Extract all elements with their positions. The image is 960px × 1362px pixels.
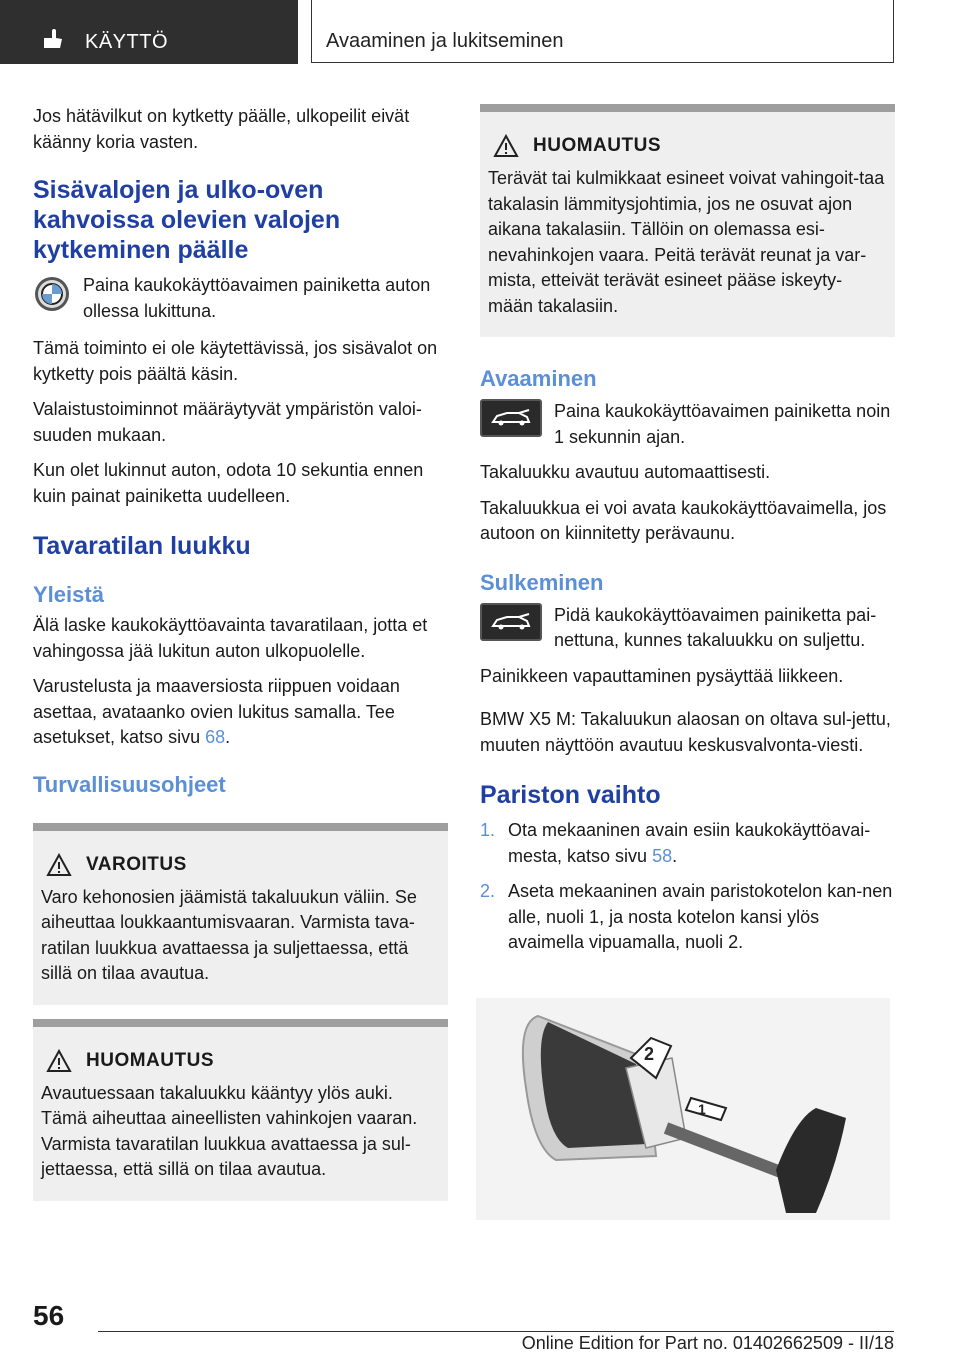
lights-paragraph-3: Kun olet lukinnut auton, odota 10 sekuntia ennen kuin painat painiketta uudelleen. (33, 460, 424, 506)
arrow-label-2: 2 (644, 1044, 655, 1064)
key-battery-figure (476, 998, 890, 1220)
lights-paragraph-1: Tämä toiminto ei ole käytettävissä, jos sisävalot on kytketty pois päältä käsin. (33, 338, 438, 384)
close-paragraph-1: Painikkeen vapauttaminen pysäyttää liikkeen. (480, 665, 844, 686)
open-heading: Avaaminen (480, 366, 597, 391)
general-paragraph-2: Varustelusta ja maaversiosta riippuen voidaan asettaa, avataanko ovien lukitus samalla. Tee asetukset, katso sivu 68. (33, 676, 400, 747)
open-paragraph-1: Takaluukku avautuu automaattisesti. (480, 462, 771, 482)
footer-edition: Online Edition for Part no. 01402662509 - II/18 (521, 1333, 894, 1353)
trunk-heading: Tavaratilan luukku (33, 532, 251, 560)
warning-triangle-icon (493, 134, 519, 158)
hand-pointer-icon (40, 26, 66, 52)
list-item: 2. Aseta mekaaninen avain paristokotelon kan-nen alle, nuoli 1, ja nosta kotelon kansi ylös avaimella vipuamalla, nuoli 2. (480, 881, 893, 952)
lights-paragraph-2: Valaistustoiminnot määräytyvät ympäristön valoi-suuden mukaan. (33, 399, 422, 445)
general-paragraph-1: Älä laske kaukokäyttöavainta tavaratilaan, jotta et vahingossa jää lukitun auton ulkopuolelle. (33, 615, 428, 661)
list-item: 1. Ota mekaaninen avain esiin kaukokäyttöavai-mesta, katso sivu 58. (480, 820, 871, 866)
warning-triangle-icon (46, 853, 72, 877)
footer-divider (98, 1331, 894, 1332)
safety-heading: Turvallisuusohjeet (33, 771, 226, 797)
trunk-button-icon (480, 399, 542, 437)
notice-text: Terävät tai kulmikkaat esineet voivat vahingoit-taa takalasin lämmitysjohtimia, jos ne osuvat ajon aikana takalasiin. Tällöin on olemassa esi-nevahinkojen vaara. Peitä terävät reunat ja var-mista, etteivät terävät esineet pääse iskeyty-mään takalasiin. (488, 168, 885, 316)
lights-instruction: Paina kaukokäyttöavaimen painiketta auton ollessa lukittuna. (33, 273, 448, 324)
warning-title: VAROITUS (86, 853, 187, 875)
intro-paragraph: Jos hätävilkut on kytketty päälle, ulkopeilit eivät käänny koria vasten. (33, 106, 410, 152)
section-tab (0, 0, 298, 64)
notice-text: Avautuessaan takaluukku kääntyy ylös auki. Tämä aiheuttaa aineellisten vahinkojen vaaran. Varmista tavaratilan luukkua avattaessa ja sul-jettaessa, että sillä on tilaa avautua. (41, 1082, 418, 1179)
chapter-header (311, 0, 894, 63)
open-instruction: Paina kaukokäyttöavaimen painiketta noin 1 sekunnin ajan. (480, 399, 895, 450)
general-heading: Yleistä (33, 582, 104, 607)
notice-box-trunk (33, 1019, 448, 1201)
page-link-68[interactable]: 68 (205, 727, 226, 747)
notice-title: HUOMAUTUS (86, 1049, 214, 1071)
close-paragraph-2: BMW X5 M: Takaluukun alaosan on oltava sul-jettu, muuten näyttöön avautuu keskusvalvonta-viesti. (480, 709, 891, 755)
trunk-button-icon (480, 603, 542, 641)
lights-heading: Sisävalojen ja ulko-oven kahvoissa olevien valojen kytkeminen päälle (33, 176, 341, 264)
close-instruction: Pidä kaukokäyttöavaimen painiketta pai-nettuna, kunnes takaluukku on suljettu. (480, 603, 895, 654)
bmw-key-fob-icon (33, 273, 71, 313)
warning-triangle-icon (46, 1049, 72, 1073)
page-link-58[interactable]: 58 (652, 845, 673, 866)
warning-box (33, 823, 448, 1005)
battery-heading: Pariston vaihto (480, 781, 661, 809)
notice-title: HUOMAUTUS (533, 135, 661, 156)
warning-text: Varo kehonosien jäämistä takaluukun väliin. Se aiheuttaa loukkaantumisvaaran. Varmista tava-ratilan luukkua avattaessa ja suljettaessa, että sillä on tilaa avautua. (41, 886, 417, 983)
page-number: 56 (33, 1300, 65, 1331)
close-heading: Sulkeminen (480, 569, 604, 595)
arrow-label-1: 1 (698, 1101, 706, 1117)
notice-box-rear-window (480, 104, 895, 337)
key-fob-illustration (476, 998, 890, 1220)
right-column (480, 104, 895, 956)
chapter-title: Avaaminen ja lukitseminen (326, 30, 564, 52)
open-paragraph-2: Takaluukkua ei voi avata kaukokäyttöavaimella, jos autoon on kiinnitetty perävaunu. (480, 497, 887, 543)
left-column (33, 104, 448, 1201)
section-tab-label: KÄYTTÖ (85, 31, 169, 53)
